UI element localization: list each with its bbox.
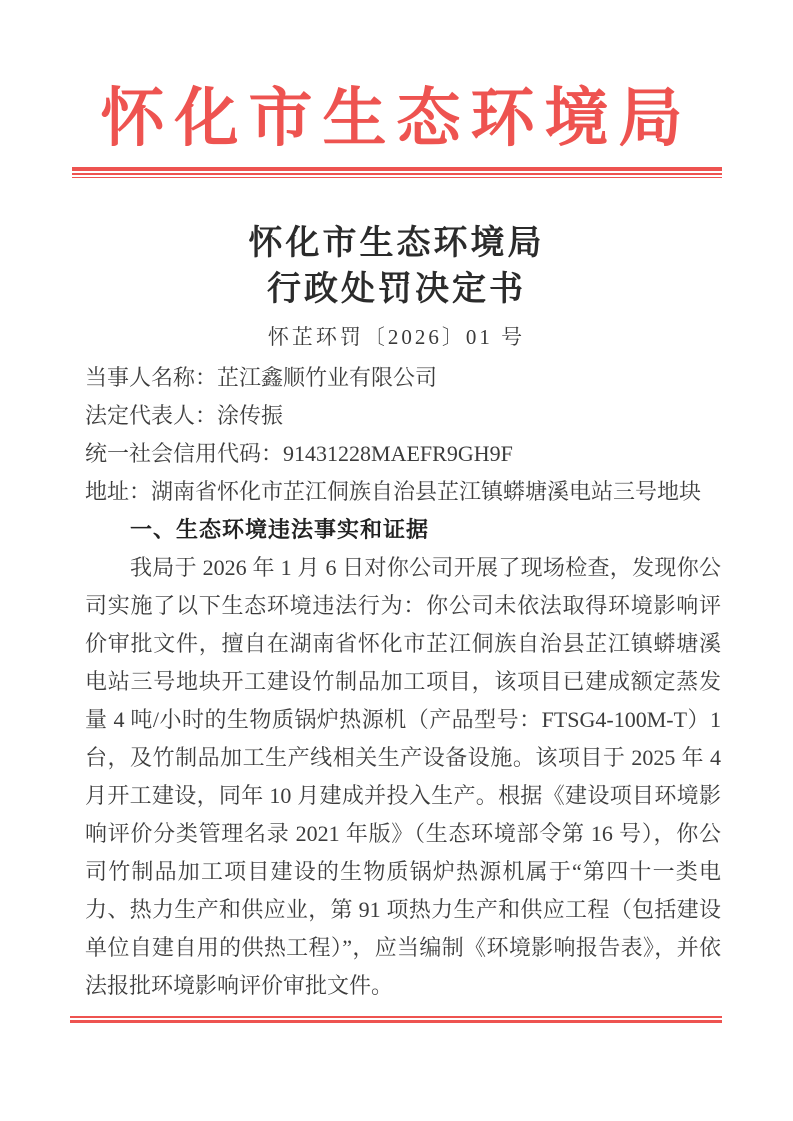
field-credit-code-value: 91431228MAEFR9GH9F [283, 441, 513, 467]
document-title [0, 220, 793, 312]
field-legal-representative-label: 法定代表人： [85, 403, 218, 429]
letterhead-divider-medium-line [72, 173, 722, 175]
field-credit-code [85, 435, 721, 473]
field-party-name [85, 359, 721, 397]
footer-divider-thin-line [70, 1016, 722, 1018]
letterhead-title: 怀化市生态环境局 [100, 83, 693, 154]
field-address-label: 地址： [85, 479, 152, 505]
document-title-line1: 怀化市生态环境局 [248, 224, 545, 263]
field-party-name-value: 芷江鑫顺竹业有限公司 [217, 365, 438, 391]
letterhead-divider [72, 167, 722, 178]
field-legal-representative-value: 涂传振 [217, 403, 284, 429]
letterhead-divider-thin-line [72, 177, 722, 178]
letterhead-divider-thick-line [72, 167, 722, 171]
field-legal-representative [85, 397, 721, 435]
footer-divider-thick-line [70, 1020, 722, 1023]
footer-divider [70, 1016, 722, 1023]
field-credit-code-label: 统一社会信用代码： [85, 441, 284, 467]
document-title-line2: 行政处罚决定书 [267, 270, 526, 309]
document-number: 怀芷环罚〔2026〕01 号 [267, 325, 526, 350]
field-address [85, 473, 721, 511]
document-body [85, 359, 721, 1005]
section1-paragraph: 我局于 2026 年 1 月 6 日对你公司开展了现场检查，发现你公司实施了以下生态环境违法行为：你公司未依法取得环境影响评价审批文件，擅自在湖南省怀化市芷江侗族自治县芷江镇蟒塘溪电站三号地块开工建设竹制品加工项目，该项目已建成额定蒸发量 4 吨/小时的生物质锅炉热源机（产品型号：FTSG4-100M-T）1 台，及竹制品加工生产线相关生产设备设施。该项目于 2025 年 4 月开工建设，同年 10 月建成并投入生产。根据《建设项目环境影响评价分类管理名录 2021 年版》（生态环境部令第 16 号），你公司竹制品加工项目建设的生物质锅炉热源机属于“第四十一类电力、热力生产和供应业，第 91 项热力生产和供应工程（包括建设单位自建自用的供热工程）”，应当编制《环境影响报告表》，并依法报批环境影响评价审批文件。 [85, 555, 721, 999]
field-address-value: 湖南省怀化市芷江侗族自治县芷江镇蟒塘溪电站三号地块 [151, 479, 702, 505]
field-party-name-label: 当事人名称： [85, 365, 218, 391]
section1-heading: 一、生态环境违法事实和证据 [130, 517, 430, 543]
